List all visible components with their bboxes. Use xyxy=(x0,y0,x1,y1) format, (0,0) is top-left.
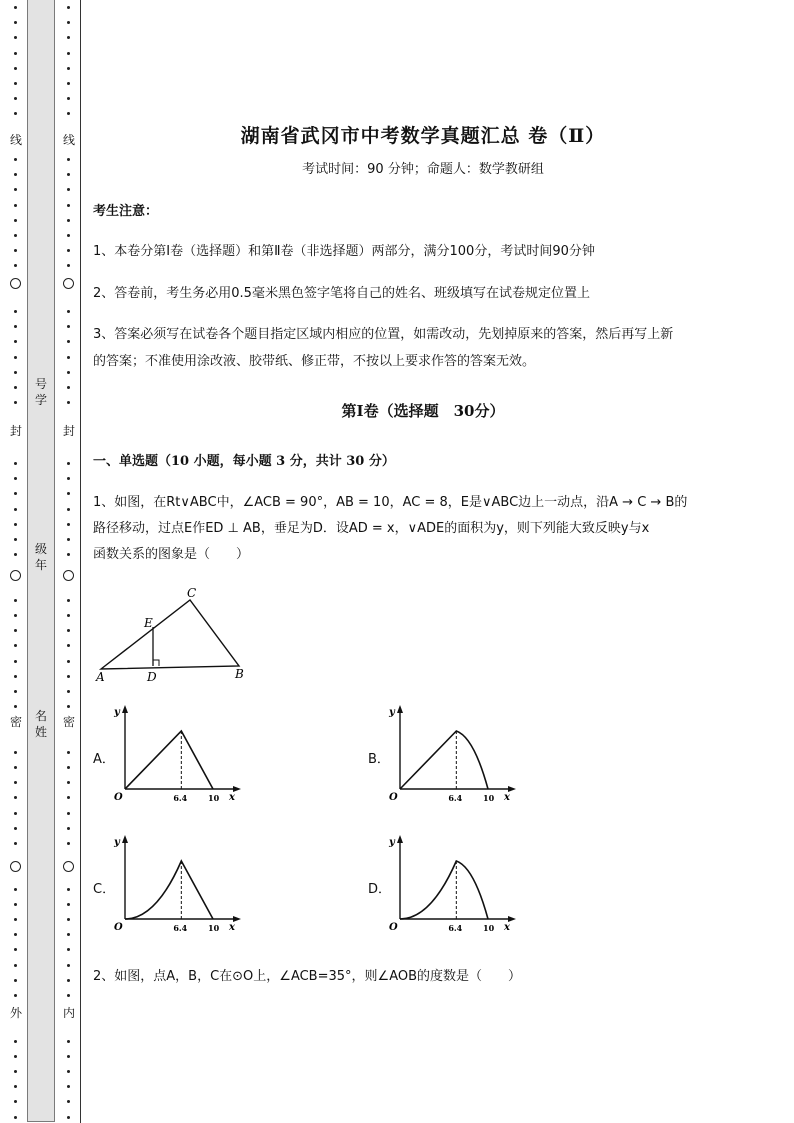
binding-dot xyxy=(67,401,70,404)
grey-binding-band xyxy=(27,0,55,1122)
binding-dot xyxy=(14,766,17,769)
inner-dotted-line xyxy=(62,0,76,1123)
binding-dot xyxy=(14,97,17,100)
binding-dot xyxy=(14,477,17,480)
binding-dot xyxy=(14,82,17,85)
binding-dot xyxy=(14,796,17,799)
option-a-graph[interactable] xyxy=(111,703,251,808)
exam-subtitle: 考试时间：90 分钟；命题人：数学教研组 xyxy=(302,162,544,177)
binding-dot xyxy=(14,325,17,328)
binding-dot xyxy=(14,158,17,161)
point-d-label: D xyxy=(147,670,157,684)
outer-line-char: 线 xyxy=(9,133,22,147)
binding-dot xyxy=(14,979,17,982)
binding-dot xyxy=(14,264,17,267)
binding-dot xyxy=(67,842,70,845)
name-label: 名姓 xyxy=(34,709,47,739)
end-x-label: 10 xyxy=(208,923,220,933)
binding-dot xyxy=(14,918,17,921)
binding-dot xyxy=(67,508,70,511)
y-axis-label: y xyxy=(114,837,120,848)
binding-dot xyxy=(67,979,70,982)
peak-x-label: 6.4 xyxy=(173,793,188,803)
binding-dot xyxy=(67,462,70,465)
binding-dot xyxy=(67,994,70,997)
binding-dot xyxy=(67,766,70,769)
binding-dot xyxy=(67,918,70,921)
binding-dot xyxy=(14,204,17,207)
binding-dot xyxy=(14,462,17,465)
binding-dot xyxy=(14,492,17,495)
option-d-label[interactable]: D． xyxy=(368,882,392,897)
binding-dot xyxy=(67,477,70,480)
binding-dot xyxy=(67,614,70,617)
binding-dot xyxy=(14,523,17,526)
binding-dot xyxy=(14,173,17,176)
peak-x-label: 6.4 xyxy=(173,923,188,933)
binding-dot xyxy=(14,356,17,359)
binding-dot xyxy=(67,538,70,541)
binding-dot xyxy=(67,796,70,799)
binding-dot xyxy=(67,523,70,526)
binding-dot xyxy=(14,690,17,693)
binding-dot xyxy=(67,675,70,678)
binding-dot xyxy=(67,188,70,191)
binding-dot xyxy=(14,903,17,906)
notice-heading: 考生注意： xyxy=(93,204,159,219)
end-x-label: 10 xyxy=(483,793,495,803)
binding-dot xyxy=(14,538,17,541)
binding-dot xyxy=(67,173,70,176)
x-axis-label: x xyxy=(504,792,510,803)
binding-dot xyxy=(67,325,70,328)
binding-dot xyxy=(14,781,17,784)
binding-dot xyxy=(14,629,17,632)
option-d-graph[interactable] xyxy=(386,833,526,938)
binding-dot xyxy=(14,112,17,115)
question-1-line-2: 路径移动，过点E作ED ⊥ AB，垂足为D．设AD = x，∨ADE的面积为y，则下列能大致反映y与x xyxy=(93,521,650,536)
notice-item-2: 2、答卷前，考生务必用0.5毫米黑色签字笔将自己的姓名、班级填写在试卷规定位置上 xyxy=(93,286,590,301)
binding-dot xyxy=(67,264,70,267)
binding-dot xyxy=(14,188,17,191)
binding-dot xyxy=(67,21,70,24)
section-title: 第Ⅰ卷（选择题 30分） xyxy=(341,402,505,420)
binding-dot xyxy=(14,36,17,39)
end-x-label: 10 xyxy=(208,793,220,803)
binding-dot xyxy=(67,751,70,754)
binding-dot xyxy=(67,492,70,495)
binding-edge-line xyxy=(80,0,81,1123)
binding-dot xyxy=(67,310,70,313)
y-axis-arrow xyxy=(397,705,403,713)
question-2-text: 2、如图，点A，B，C在⊙O上，∠ACB=35°，则∠AOB的度数是（ ） xyxy=(93,969,522,984)
outer-circle-mark xyxy=(10,570,21,581)
binding-dot xyxy=(67,629,70,632)
y-axis-label: y xyxy=(389,707,395,718)
origin-label: O xyxy=(389,792,398,803)
binding-dot xyxy=(67,67,70,70)
binding-dot xyxy=(14,675,17,678)
binding-dot xyxy=(67,1085,70,1088)
binding-dot xyxy=(14,6,17,9)
binding-dot xyxy=(67,112,70,115)
part-title: 一、单选题（10 小题，每小题 3 分，共计 30 分） xyxy=(93,454,395,469)
question-1-line-1: 1、如图，在Rt∨ABC中，∠ACB = 90°，AB = 10，AC = 8，E是∨ABC边上一动点，沿A → C → B的 xyxy=(93,495,688,510)
binding-dot xyxy=(14,508,17,511)
option-c-graph[interactable] xyxy=(111,833,251,938)
option-a-label[interactable]: A． xyxy=(93,752,115,767)
inner-circle-mark xyxy=(63,278,74,289)
binding-dot xyxy=(14,827,17,830)
grade-label: 级年 xyxy=(34,542,47,572)
binding-dot xyxy=(67,903,70,906)
peak-x-label: 6.4 xyxy=(448,923,463,933)
inner-circle-mark xyxy=(63,861,74,872)
triangle-abc xyxy=(101,600,239,669)
binding-dot xyxy=(67,933,70,936)
outer-outside-char: 外 xyxy=(9,1006,22,1020)
binding-dot xyxy=(14,705,17,708)
inner-seal-char: 封 xyxy=(62,424,75,438)
binding-dot xyxy=(67,553,70,556)
binding-dot xyxy=(14,219,17,222)
binding-dot xyxy=(67,948,70,951)
binding-dot xyxy=(67,827,70,830)
binding-dot xyxy=(67,812,70,815)
x-axis-label: x xyxy=(229,792,235,803)
vertex-a-label: A xyxy=(96,670,105,684)
binding-dot xyxy=(14,340,17,343)
exam-page xyxy=(93,0,753,1123)
right-angle-mark xyxy=(153,660,159,666)
binding-dot xyxy=(67,6,70,9)
outer-dotted-line xyxy=(9,0,23,1123)
binding-dot xyxy=(67,1070,70,1073)
binding-dot xyxy=(14,1055,17,1058)
binding-dot xyxy=(67,781,70,784)
binding-dot xyxy=(67,1040,70,1043)
binding-dot xyxy=(14,842,17,845)
binding-dot xyxy=(14,1070,17,1073)
binding-dot xyxy=(14,994,17,997)
function-curve xyxy=(400,861,488,919)
function-curve xyxy=(125,731,213,789)
y-axis-arrow xyxy=(122,835,128,843)
origin-label: O xyxy=(389,922,398,933)
triangle-figure xyxy=(93,585,263,685)
outer-seal-char: 封 xyxy=(9,424,22,438)
outer-circle-mark xyxy=(10,278,21,289)
binding-dot xyxy=(67,356,70,359)
binding-dot xyxy=(67,234,70,237)
y-axis-arrow xyxy=(397,835,403,843)
binding-dot xyxy=(67,1100,70,1103)
binding-dot xyxy=(14,386,17,389)
binding-dot xyxy=(67,249,70,252)
option-b-graph[interactable] xyxy=(386,703,526,808)
question-1-line-3: 函数关系的图象是（ ） xyxy=(93,547,250,562)
binding-dot xyxy=(14,644,17,647)
binding-dot xyxy=(14,1116,17,1119)
vertex-b-label: B xyxy=(235,667,244,681)
vertex-c-label: C xyxy=(187,586,197,600)
y-axis-label: y xyxy=(114,707,120,718)
binding-dot xyxy=(67,660,70,663)
binding-dot xyxy=(14,888,17,891)
student-number-label: 号学 xyxy=(34,377,47,407)
point-e-label: E xyxy=(144,616,153,630)
binding-dot xyxy=(14,1100,17,1103)
notice-item-3-line-2: 的答案；不准使用涂改液、胶带纸、修正带，不按以上要求作答的答案无效。 xyxy=(93,354,536,369)
binding-dot xyxy=(14,52,17,55)
function-curve xyxy=(400,731,488,789)
binding-dot xyxy=(67,964,70,967)
binding-dot xyxy=(14,249,17,252)
binding-dot xyxy=(67,371,70,374)
binding-dot xyxy=(14,751,17,754)
y-axis-arrow xyxy=(122,705,128,713)
binding-dot xyxy=(14,371,17,374)
x-axis-label: x xyxy=(504,922,510,933)
notice-item-3-line-1: 3、答案必须写在试卷各个题目指定区域内相应的位置，如需改动，先划掉原来的答案，然后再写上新 xyxy=(93,327,674,342)
binding-dot xyxy=(67,1116,70,1119)
binding-dot xyxy=(14,599,17,602)
binding-dot xyxy=(67,219,70,222)
binding-dot xyxy=(67,204,70,207)
binding-dot xyxy=(14,812,17,815)
binding-dot xyxy=(14,933,17,936)
notice-item-1: 1、本卷分第Ⅰ卷（选择题）和第Ⅱ卷（非选择题）两部分，满分100分，考试时间90分钟 xyxy=(93,244,595,259)
binding-dot xyxy=(67,36,70,39)
binding-dot xyxy=(67,52,70,55)
binding-dot xyxy=(67,599,70,602)
origin-label: O xyxy=(114,792,123,803)
binding-dot xyxy=(14,310,17,313)
peak-x-label: 6.4 xyxy=(448,793,463,803)
binding-strip xyxy=(0,0,84,1123)
binding-dot xyxy=(67,644,70,647)
option-c-label[interactable]: C． xyxy=(93,882,116,897)
end-x-label: 10 xyxy=(483,923,495,933)
binding-dot xyxy=(14,614,17,617)
binding-dot xyxy=(67,888,70,891)
binding-dot xyxy=(67,97,70,100)
binding-dot xyxy=(67,386,70,389)
y-axis-label: y xyxy=(389,837,395,848)
binding-dot xyxy=(14,964,17,967)
binding-dot xyxy=(14,234,17,237)
binding-dot xyxy=(14,67,17,70)
binding-dot xyxy=(14,1040,17,1043)
origin-label: O xyxy=(114,922,123,933)
inner-inside-char: 内 xyxy=(62,1006,75,1020)
option-b-label[interactable]: B． xyxy=(368,752,390,767)
binding-dot xyxy=(67,1055,70,1058)
binding-dot xyxy=(67,705,70,708)
function-curve xyxy=(125,861,213,919)
binding-dot xyxy=(14,21,17,24)
inner-line-char: 线 xyxy=(62,133,75,147)
binding-dot xyxy=(14,401,17,404)
binding-dot xyxy=(14,948,17,951)
outer-secret-char: 密 xyxy=(9,715,22,729)
binding-dot xyxy=(67,690,70,693)
binding-dot xyxy=(67,158,70,161)
binding-dot xyxy=(14,660,17,663)
exam-title: 湖南省武冈市中考数学真题汇总 卷（Ⅱ） xyxy=(240,125,606,147)
binding-dot xyxy=(67,82,70,85)
binding-dot xyxy=(67,340,70,343)
inner-secret-char: 密 xyxy=(62,715,75,729)
x-axis-label: x xyxy=(229,922,235,933)
binding-dot xyxy=(14,553,17,556)
inner-circle-mark xyxy=(63,570,74,581)
outer-circle-mark xyxy=(10,861,21,872)
binding-dot xyxy=(14,1085,17,1088)
